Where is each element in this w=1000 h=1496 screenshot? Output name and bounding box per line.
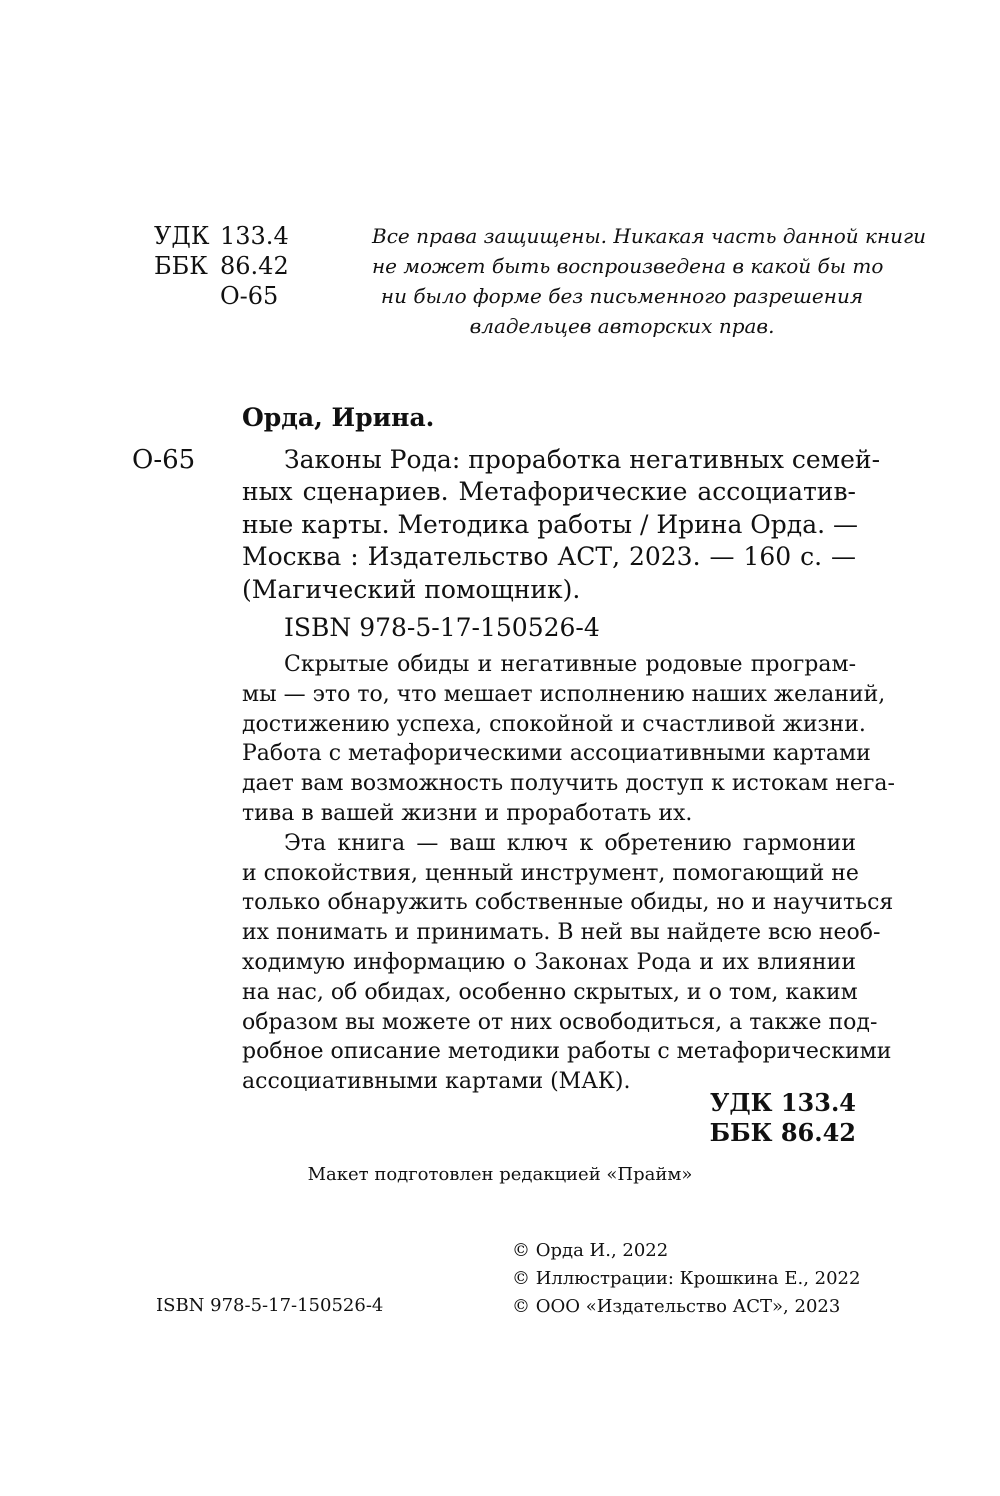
copyright-line: © Орда И., 2022	[512, 1240, 669, 1261]
annotation-line: мы — это то, что мешает исполнению наших желаний,	[242, 681, 886, 707]
bbk-bottom: ББК 86.42	[709, 1118, 856, 1147]
classification-bottom	[710, 1088, 856, 1148]
annotation-line: Работа с метафорическими ассоциативными картами	[242, 741, 871, 767]
bbk-value: 86.42	[220, 252, 289, 280]
description-line: Законы Рода: проработка негативных семей-	[284, 445, 881, 474]
annotation-line: на нас, об обидах, особенно скрытых, и о том, каким	[242, 979, 858, 1005]
author-mark-row	[154, 281, 289, 311]
rights-line: ни было форме без письменного разрешения	[380, 284, 864, 308]
bbk-label: ББК	[154, 252, 208, 280]
annotation-line: достижению успеха, спокойной и счастливой жизни.	[242, 711, 866, 737]
copyright-line: © Иллюстрации: Крошкина Е., 2022	[512, 1268, 861, 1289]
rights-line: не может быть воспроизведена в какой бы то	[372, 254, 884, 278]
author-mark-top: О-65	[220, 282, 279, 310]
udk-row	[154, 221, 289, 251]
annotation-line: образом вы можете от них освободиться, а также под-	[242, 1009, 878, 1035]
classification-block	[154, 221, 289, 311]
copyright-line: © ООО «Издательство АСТ», 2023	[512, 1296, 841, 1317]
description-line: Москва : Издательство АСТ, 2023. — 160 с. —	[242, 542, 856, 572]
annotation-line: их понимать и принимать. В ней вы найдете всю необ-	[242, 920, 881, 946]
annotation-line: тива в вашей жизни и проработать их.	[242, 800, 693, 826]
description-line: ных сценариев. Метафорические ассоциатив-	[242, 477, 856, 507]
author-heading: Орда, Ирина.	[242, 403, 435, 432]
annotation-line: робное описание методики работы с метафорическими	[242, 1039, 892, 1065]
isbn-main: ISBN 978-5-17-150526-4	[284, 613, 600, 642]
annotation-line: только обнаружить собственные обиды, но и научиться	[242, 890, 894, 916]
annotation	[242, 650, 895, 1097]
author-mark-left: О-65	[132, 445, 196, 475]
rights-notice	[372, 221, 927, 341]
udk-value: 133.4	[220, 222, 289, 250]
copyrights	[512, 1237, 860, 1321]
description-line: ные карты. Методика работы / Ирина Орда. —	[242, 509, 858, 539]
annotation-line: ходимую информацию о Законах Рода и их влиянии	[242, 949, 856, 975]
rights-line: владельцев авторских прав.	[469, 314, 775, 338]
udk-bottom: УДК 133.4	[709, 1088, 856, 1117]
annotation-line: дает вам возможность получить доступ к истокам нега-	[242, 771, 895, 797]
isbn-bottom: ISBN 978-5-17-150526-4	[156, 1295, 384, 1316]
udk-label: УДК	[154, 222, 210, 250]
annotation-line: Скрытые обиды и негативные родовые програм-	[284, 652, 856, 677]
bibliographic-description	[242, 444, 881, 606]
annotation-line: и спокойствия, ценный инструмент, помогающий не	[242, 860, 859, 886]
rights-line: Все права защищены. Никакая часть данной книги	[372, 224, 927, 248]
layout-note: Макет подготовлен редакцией «Прайм»	[307, 1164, 693, 1185]
annotation-line: ассоциативными картами (МАК).	[242, 1069, 631, 1095]
annotation-line: Эта книга — ваш ключ к обретению гармонии	[284, 830, 856, 856]
bbk-row	[154, 251, 289, 281]
description-line: (Магический помощник).	[242, 574, 581, 604]
